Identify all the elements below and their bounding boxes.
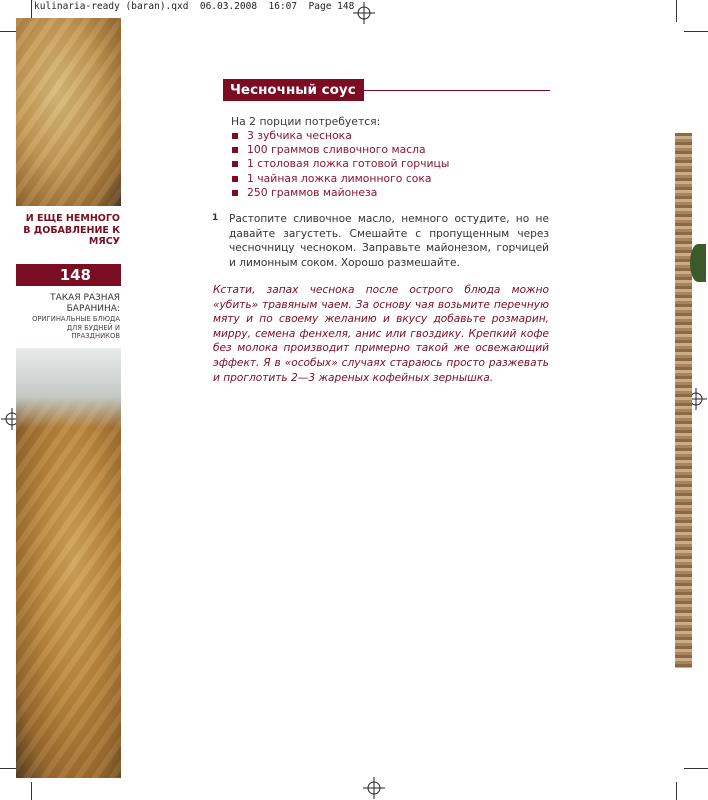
crop-mark — [684, 768, 708, 769]
tip-paragraph: Кстати, запах чеснока после острого блюда можно «убить» травяным чаем. За основу чая возьмите перечную мяту и по своему желанию и вкусу добавьте розмарин, мирру, семена фенхеля, анис или гвоздику. Крепкий кофе без молока производит примерно такой же освежающий эффект. Я в «особых» случаях стараюсь просто разжевать и проглотить 2—3 жареных кофейных зернышка. — [213, 284, 549, 384]
list-item — [231, 157, 449, 171]
bullet-icon — [232, 133, 238, 139]
list-item — [231, 172, 449, 186]
list-item — [231, 186, 449, 200]
ingredient-text: 100 граммов сливочного масла — [247, 143, 426, 157]
servings-line: На 2 порции потребуется: — [231, 115, 381, 128]
edge-photo-strip — [675, 133, 692, 668]
ingredient-text: 1 столовая ложка готовой горчицы — [247, 157, 450, 171]
step-text: Растопите сливочное масло, немного остудите, но не давайте загустеть. Смешайте с пропущенным через чесночницу чесноком. Заправьте майонезом, горчицей и лимонным соком. Хорошо размешайте. — [229, 213, 549, 270]
recipe-title: Чесночный соус — [223, 79, 364, 101]
ingredient-text: 250 граммов майонеза — [247, 185, 378, 199]
list-item — [231, 129, 449, 143]
leaf-decoration — [690, 244, 706, 282]
food-photo-top — [16, 18, 121, 206]
crop-mark — [676, 782, 677, 800]
bullet-icon — [232, 190, 238, 196]
ingredient-text: 3 зубчика чеснока — [247, 129, 352, 142]
registration-mark-icon — [353, 2, 375, 24]
book-title: ТАКАЯ РАЗНАЯ БАРАНИНА: — [50, 293, 120, 314]
crop-mark — [676, 0, 677, 22]
bullet-icon — [232, 147, 238, 153]
book-subtitle: ОРИГИНАЛЬНЫЕ БЛЮДА ДЛЯ БУДНЕЙ И ПРАЗДНИКОВ — [32, 315, 120, 340]
page-number: 148 — [59, 266, 91, 284]
ingredient-list — [231, 129, 449, 200]
bullet-icon — [232, 176, 238, 182]
list-item — [231, 143, 449, 157]
print-slug: kulinaria-ready (baran).qxd 06.03.2008 16:07 Page 148 — [34, 1, 355, 12]
section-title: И ЕЩЕ НЕМНОГО В ДОБАВЛЕНИЕ К МЯСУ — [23, 213, 120, 247]
bullet-icon — [232, 161, 238, 167]
page-number-box — [16, 264, 121, 286]
registration-mark-icon — [363, 777, 385, 799]
crop-mark — [31, 0, 32, 18]
crop-mark — [684, 31, 708, 32]
step-number: 1 — [212, 213, 219, 223]
food-photo-bottom — [16, 348, 121, 778]
crop-mark — [31, 782, 32, 800]
ingredient-text: 1 чайная ложка лимонного сока — [247, 171, 432, 185]
